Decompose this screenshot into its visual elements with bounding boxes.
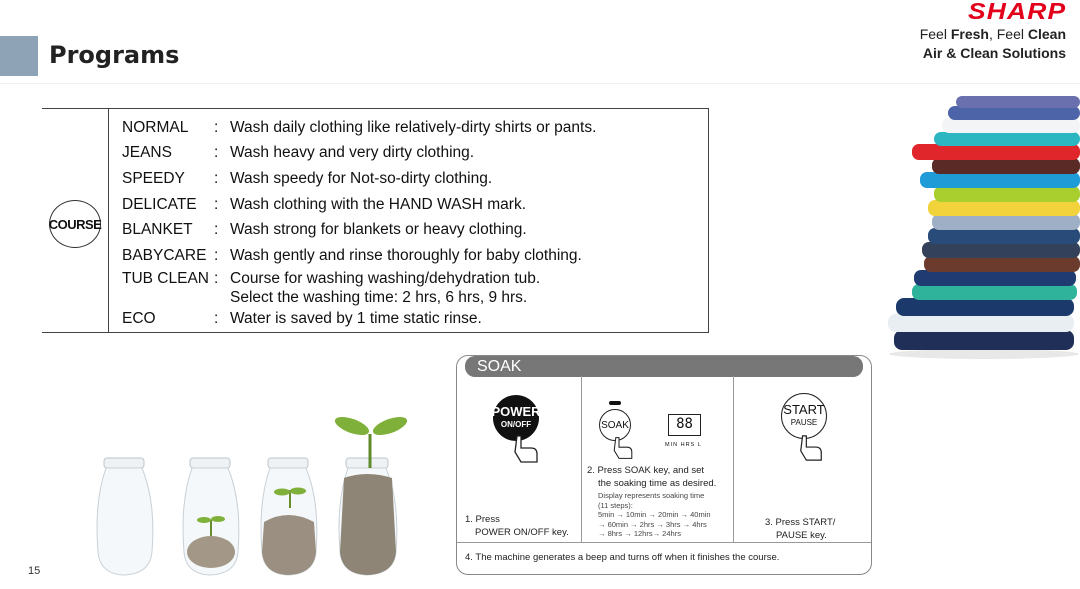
time-display: 88	[668, 414, 701, 436]
course-desc: Wash strong for blankets or heavy clothing.	[230, 221, 527, 238]
course-name: DELICATE	[122, 196, 197, 213]
title-divider	[0, 83, 1080, 84]
soak-header: SOAK	[465, 356, 863, 377]
title-accent-bar	[0, 36, 38, 76]
slide-title: Programs	[49, 41, 180, 69]
course-name: TUB CLEAN	[122, 270, 209, 287]
soak-button: SOAK	[599, 409, 631, 441]
course-badge: COURSE	[49, 200, 101, 248]
soak-panel	[456, 355, 872, 575]
jar-4	[333, 413, 410, 575]
course-desc: Wash heavy and very dirty clothing.	[230, 144, 475, 161]
step-2-text: 2. Press SOAK key, and set the soaking time as desired.	[587, 465, 717, 489]
step-2-detail: Display represents soaking time (11 steps): 5min → 10min → 20min → 40min → 60min → 2hrs → 3hrs → 4hrs → 8hrs → 12hrs→ 24hrs	[598, 491, 711, 538]
brand-subtitle: Air & Clean Solutions	[922, 45, 1066, 61]
soak-column-divider	[581, 376, 582, 542]
stacked-clothes-image	[884, 92, 1080, 360]
step-3-text: 3. Press START/ PAUSE key.	[765, 517, 836, 541]
step-1-text: 1. Press POWER ON/OFF key.	[465, 514, 569, 538]
brand-block	[920, 0, 1066, 62]
jar-2	[183, 458, 239, 575]
power-on-off-button: POWER ON/OFF	[493, 395, 539, 441]
soak-row-divider	[457, 542, 871, 543]
pointing-hand-icon	[511, 434, 541, 464]
course-desc: Wash gently and rinse thoroughly for baby clothing.	[230, 247, 582, 264]
course-name: NORMAL	[122, 119, 189, 136]
step-4-text: 4. The machine generates a beep and turns off when it finishes the course.	[465, 552, 780, 563]
course-desc: Wash daily clothing like relatively-dirty shirts or pants.	[230, 119, 597, 136]
course-desc: Wash speedy for Not-so-dirty clothing.	[230, 170, 493, 187]
course-desc: Wash clothing with the HAND WASH mark.	[230, 196, 527, 213]
jar-3	[261, 458, 317, 575]
coin-jars-image	[90, 412, 420, 589]
brand-tagline: Feel Fresh, Feel Clean	[919, 26, 1066, 42]
course-desc: Select the washing time: 2 hrs, 6 hrs, 9 hrs.	[230, 289, 528, 306]
page-number: 15	[28, 565, 41, 577]
course-name: BABYCARE	[122, 247, 207, 264]
soak-column-divider	[733, 376, 734, 542]
course-table: COURSE NORMAL : Wash daily clothing like relatively-dirty shirts or pants. JEANS : Wash heavy and very dirty clothing. SPEEDY : Wash speedy for Not-so-dirty clothing. DELICATE : Wash clothing with the HAND WASH mark. BLANKET : Wash strong for blankets or heavy clothing. BABYCARE : Wash gently and rinse thoroughly for baby clothing. TUB CLEAN : Course for washing washing/dehydration tub. Select the washing time: 2 hrs, 6 hrs, 9 hrs. ECO : Water is saved by 1 time static rinse.	[42, 108, 709, 333]
pointing-hand-icon	[611, 436, 635, 460]
course-column-divider	[108, 109, 109, 332]
display-units: MIN HRS L	[665, 442, 702, 448]
indicator-led	[609, 401, 621, 405]
course-name: SPEEDY	[122, 170, 185, 187]
course-desc: Course for washing washing/dehydration tub.	[230, 270, 541, 287]
course-name: JEANS	[122, 144, 172, 161]
course-name: ECO	[122, 310, 156, 327]
pointing-hand-icon	[797, 434, 825, 462]
start-pause-button: START PAUSE	[781, 393, 827, 439]
course-name: BLANKET	[122, 221, 193, 238]
sharp-logo: SHARP	[967, 0, 1066, 24]
course-desc: Water is saved by 1 time static rinse.	[230, 310, 482, 327]
jar-1	[97, 458, 153, 575]
